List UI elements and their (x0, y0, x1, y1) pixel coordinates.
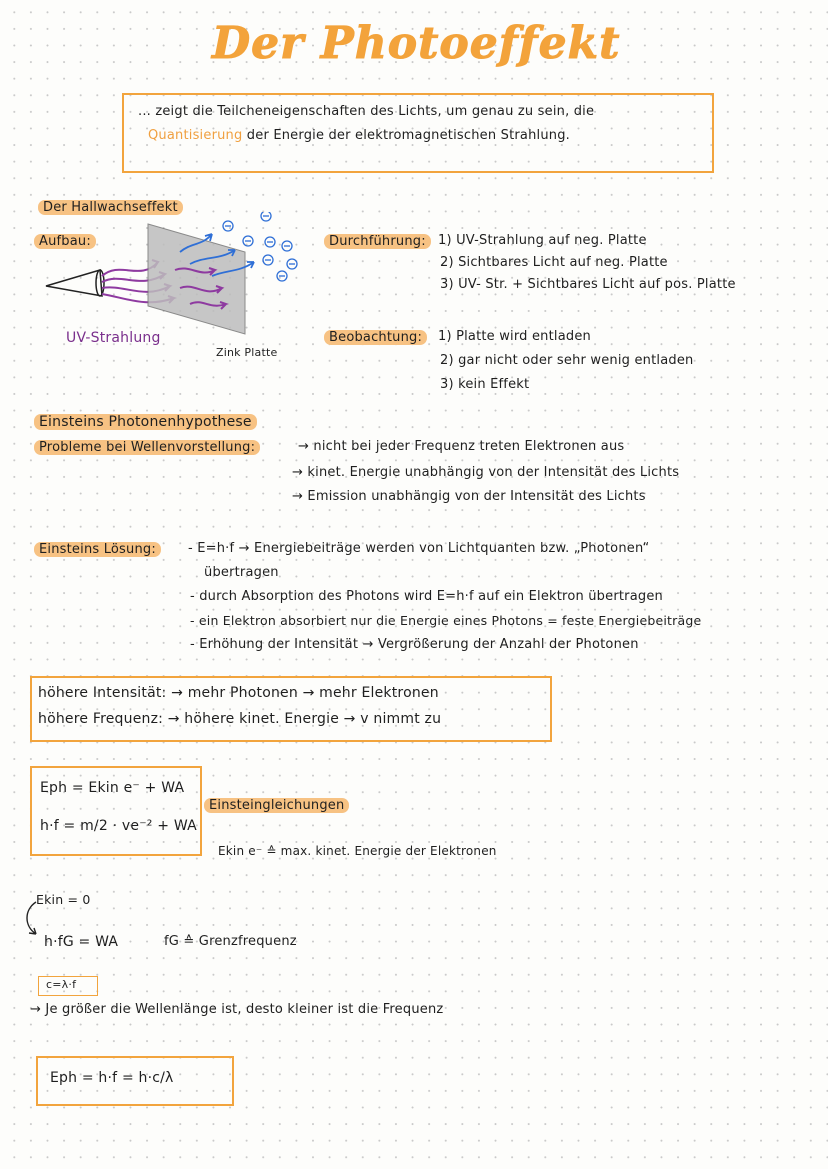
solution-point-2: - durch Absorption des Photons wird E=h·f auf ein Elektron übertragen (190, 589, 663, 604)
problem-label: Probleme bei Wellenvorstellung: (34, 440, 260, 455)
einstein-hypothesis-heading: Einsteins Photonenhypothese (34, 414, 257, 430)
durchfuehrung-step-3: 3) UV- Str. + Sichtbares Licht auf pos. Platte (440, 277, 736, 292)
solution-point-3: - ein Elektron absorbiert nur die Energie eines Photons = feste Energiebeiträge (190, 613, 702, 628)
plate-label: Zink Platte (216, 346, 278, 359)
zinc-plate (148, 224, 245, 334)
wave-formula: c=λ·f (46, 978, 77, 991)
durchfuehrung-step-1: 1) UV-Strahlung auf neg. Platte (438, 233, 647, 248)
aufbau-label: Aufbau: (34, 234, 96, 249)
limit-equation: h·fG = WA (44, 934, 119, 950)
solution-point-4: - Erhöhung der Intensität → Vergrößerung der Anzahl der Photonen (190, 637, 639, 652)
problem-1: → nicht bei jeder Frequenz treten Elektronen aus (298, 439, 625, 454)
photon-energy-formula: Eph = h·f = h·c/λ (50, 1070, 174, 1086)
uv-label: UV-Strahlung (66, 330, 161, 346)
intro-line-2-rest: der Energie der elektromagnetischen Strahlung. (246, 128, 570, 143)
solution-point-1: - E=h·f → Energiebeiträge werden von Lichtquanten bzw. „Photonen“ (188, 541, 650, 556)
einstein-solution-label: Einsteins Lösung: (34, 542, 161, 557)
beobachtung-1: 1) Platte wird entladen (438, 329, 591, 344)
solution-point-1-cont: übertragen (204, 565, 279, 580)
problem-3: → Emission unabhängig von der Intensität des Lichts (292, 489, 646, 504)
uv-lamp (46, 270, 102, 296)
limit-frequency-definition: fG ≙ Grenzfrequenz (164, 934, 297, 949)
page-title: Der Photoeffekt (212, 18, 621, 69)
einstein-equations-label: Einsteingleichungen (204, 798, 349, 813)
beobachtung-label: Beobachtung: (324, 330, 427, 345)
wavelength-statement: → Je größer die Wellenlänge ist, desto kleiner ist die Frequenz (30, 1002, 444, 1017)
intensity-line-2: höhere Frequenz: → höhere kinet. Energie → v nimmt zu (38, 711, 442, 727)
curved-arrow (22, 898, 46, 942)
intro-line-1: ... zeigt die Teilcheneigenschaften des Lichts, um genau zu sein, die (138, 104, 595, 119)
beobachtung-3: 3) kein Effekt (440, 377, 530, 392)
equation-1: Eph = Ekin e⁻ + WA (40, 780, 185, 796)
ekin-definition: Ekin e⁻ ≙ max. kinet. Energie der Elektronen (218, 844, 497, 858)
equation-2: h·f = m/2 · ve⁻² + WA (40, 818, 197, 834)
beobachtung-2: 2) gar nicht oder sehr wenig entladen (440, 353, 694, 368)
durchfuehrung-label: Durchführung: (324, 234, 431, 249)
ekin-zero: Ekin = 0 (36, 892, 91, 907)
problem-2: → kinet. Energie unabhängig von der Intensität des Lichts (292, 465, 680, 480)
intro-line-2 (148, 128, 570, 143)
durchfuehrung-step-2: 2) Sichtbares Licht auf neg. Platte (440, 255, 668, 270)
hallwachs-heading: Der Hallwachseffekt (38, 200, 183, 215)
intensity-line-1: höhere Intensität: → mehr Photonen → mehr Elektronen (38, 685, 439, 701)
quantisierung-highlight: Quantisierung (148, 128, 243, 143)
